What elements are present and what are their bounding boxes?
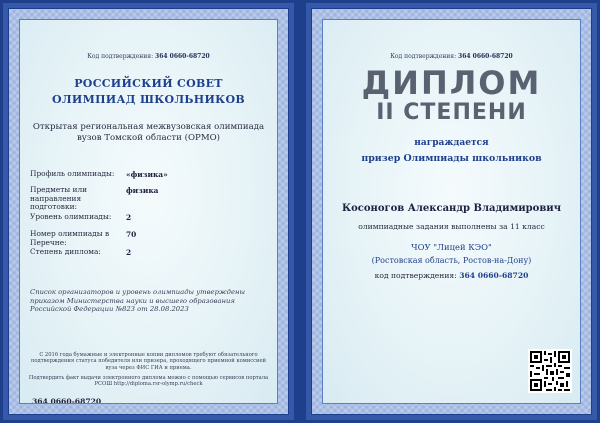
school-region: (Ростовская область, Ростов-на-Дону) [371,256,532,265]
winner-title: призер Олимпиады школьников [361,153,542,164]
guilloche-border [311,8,592,415]
verification-code-line [323,53,580,60]
right-page-content [322,19,581,404]
field-value-level: 2 [126,213,132,222]
bottom-code: 364 0660-68720 [32,397,102,404]
field-value-profile: «физика» [126,170,168,179]
council-title-line2: ОЛИМПИАД ШКОЛЬНИКОВ [52,93,245,106]
field-value-subjects: физика [126,186,159,195]
diploma-left-page [3,3,294,420]
verification-code: 364 0660-68720 [458,53,513,60]
field-value-number: 70 [126,230,137,239]
code-line-value: 364 0660-68720 [459,271,529,280]
field-label-degree: Степень диплома: [30,247,101,256]
fine-print: С 2016 года бумажные и электронные копии дипломов требуют обязательного подтверждения статуса победителя или призера, проходящего приемной комиссией вуза через ФИС ГИА и приема. [30,352,267,371]
diploma-right-page [306,3,597,420]
olympiad-name: Открытая региональная межвузовская олимпиада вузов Томской области (ОРМО) [32,122,265,143]
verification-code: 364 0660-68720 [155,53,210,60]
awarded-text: награждается [414,138,489,148]
code-line [323,271,580,280]
field-label-number: Номер олимпиады в Перечне: [30,229,110,247]
student-name: Косоногов Александр Владимирович [341,203,562,214]
degree-heading: II СТЕПЕНИ [376,100,527,125]
verification-code-label: Код подтверждения: [87,53,154,60]
field-value-degree: 2 [126,248,132,257]
qr-code-icon [528,349,572,393]
school-name: ЧОУ "Лицей КЭО" [411,242,492,252]
council-title-line1: РОССИЙСКИЙ СОВЕТ [74,77,223,90]
code-line-label: код подтверждения: [374,271,457,280]
field-label-subjects: Предметы или направления подготовки: [30,185,88,211]
guilloche-border [8,8,289,415]
field-label-profile: Профиль олимпиады: [30,169,115,178]
ministry-note: Список организаторов и уровень олимпиады утверждены приказом Министерства науки и высшего образования Российской Федерации №823 от 28.08.2023 [30,288,245,314]
tasks-completed: олимпиадные задания выполнены за 11 класс [358,222,545,231]
verification-code-line [20,53,277,60]
diploma-heading: ДИПЛОМ [361,64,542,102]
field-label-level: Уровень олимпиады: [30,212,112,221]
check-text: Подтвердить факт выдачи электронного диплома можно с помощью сервисов портала РСОШ http://diploma.rsr-olymp.ru/check [28,375,269,388]
left-page-content [19,19,278,404]
verification-code-label: Код подтверждения: [390,53,457,60]
